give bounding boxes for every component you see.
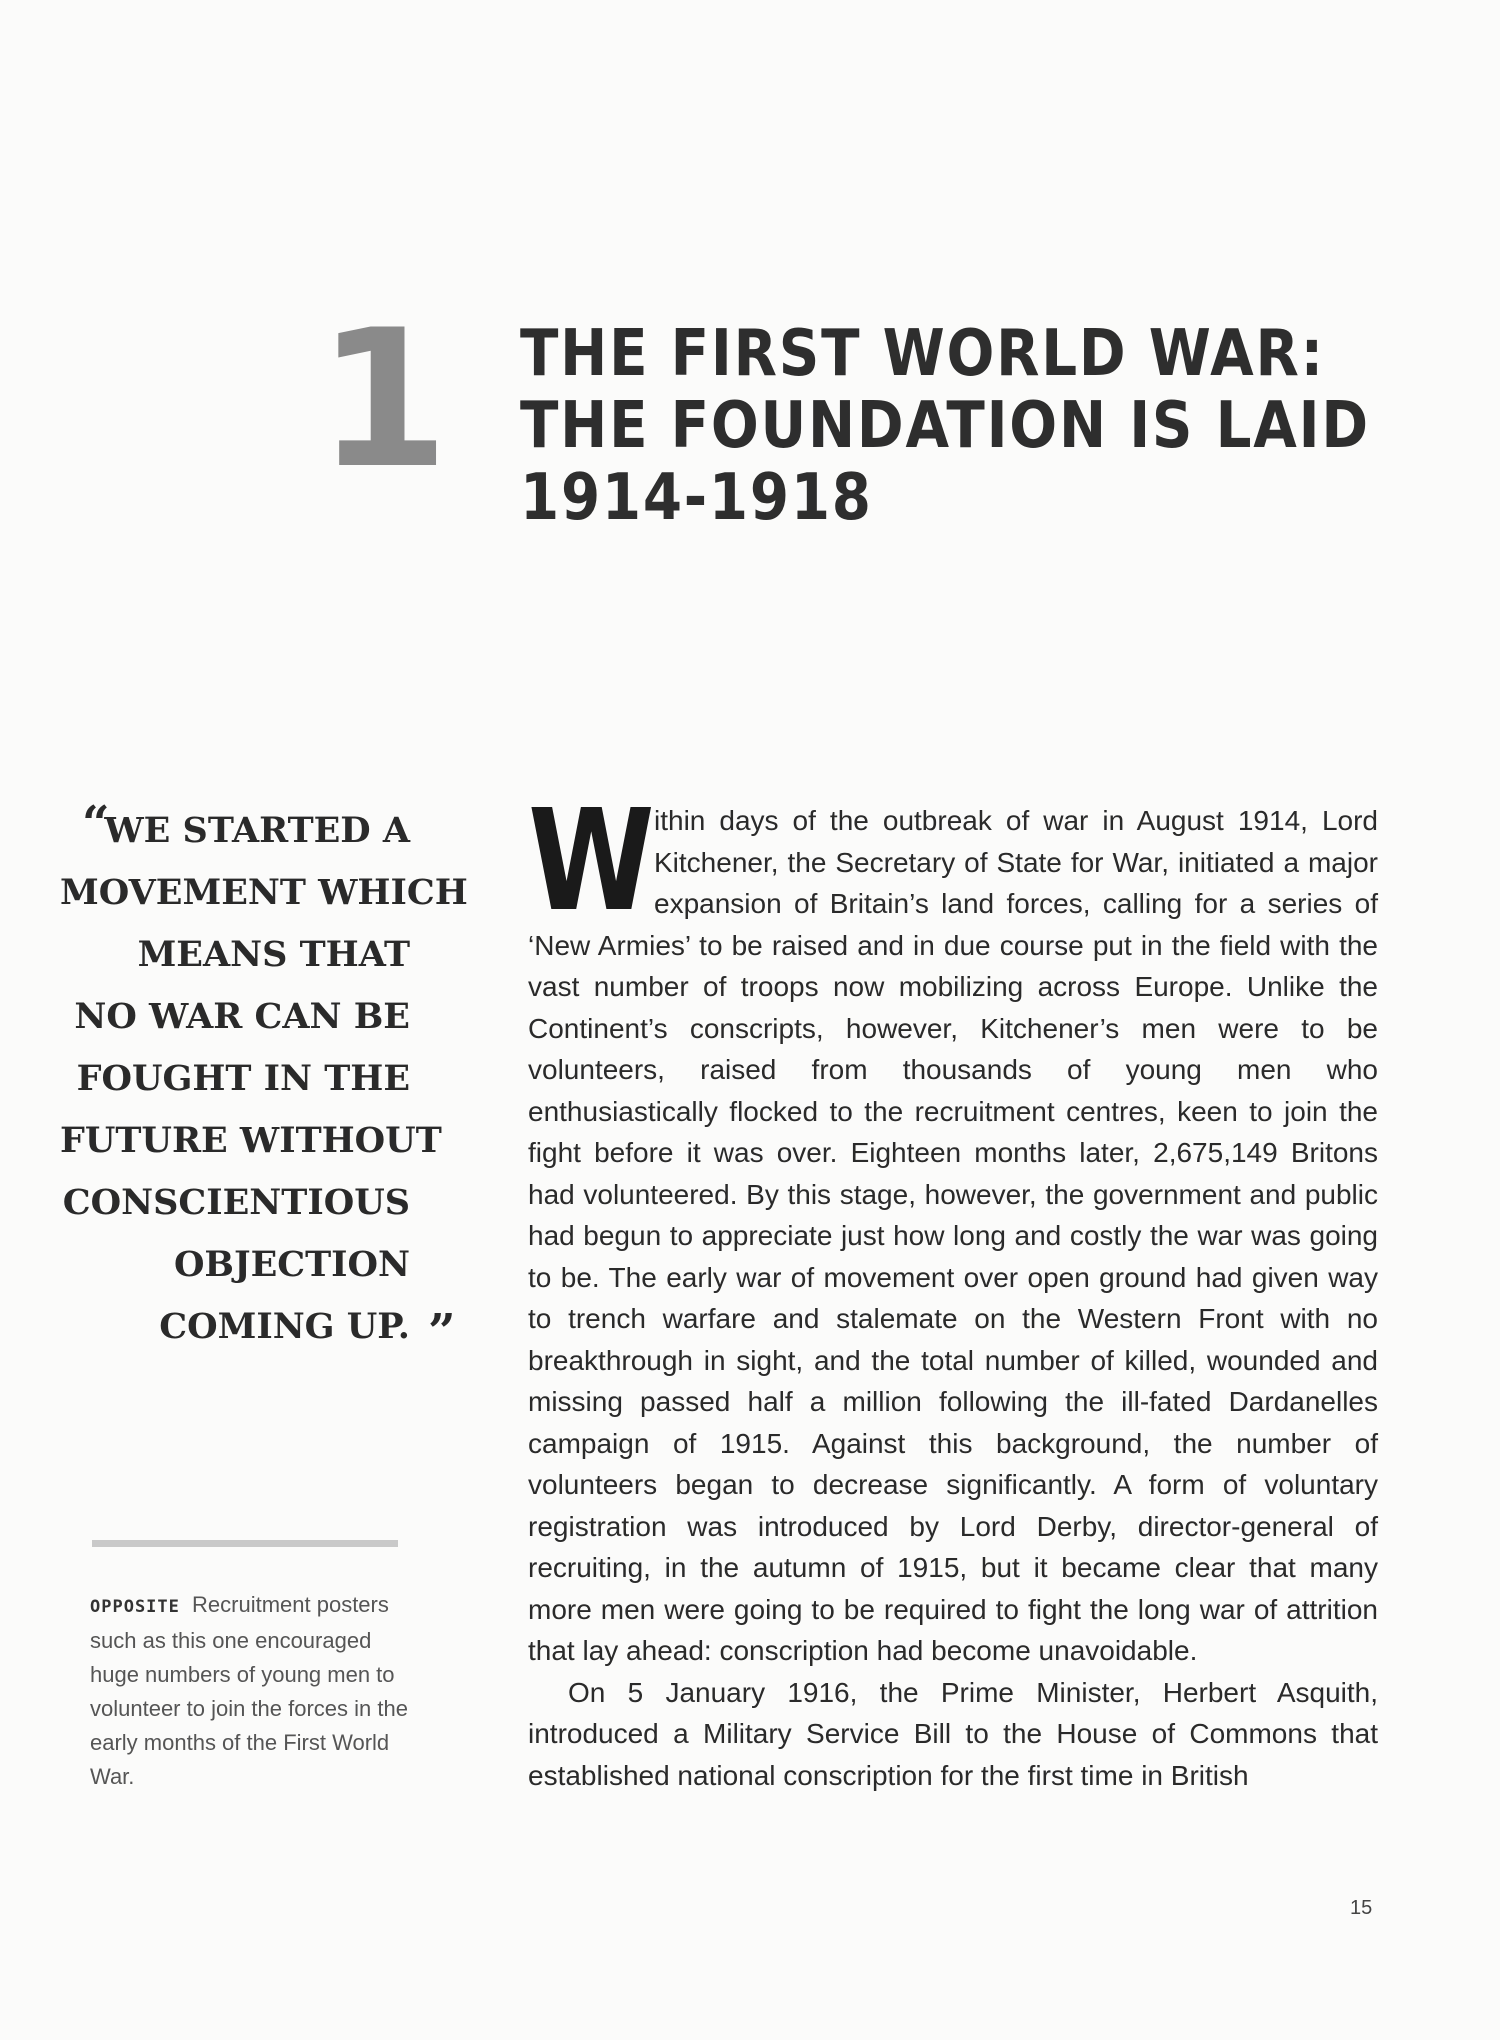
pull-quote-line: MEANS THAT bbox=[137, 934, 410, 975]
open-quote-mark: “ bbox=[82, 796, 110, 852]
caption-text: Recruitment posters such as this one encouraged huge numbers of young men to volunteer to join the forces in the early months of the First World War. bbox=[90, 1592, 408, 1789]
pull-quote-line: NO WAR CAN BE bbox=[74, 996, 410, 1037]
chapter-title-line: THE FOUNDATION IS LAID bbox=[520, 389, 1370, 463]
pull-quote-line: FUTURE WITHOUT bbox=[60, 1120, 442, 1161]
caption-label: OPPOSITE bbox=[90, 1597, 180, 1617]
body-paragraph bbox=[528, 780, 1378, 1672]
drop-cap: W bbox=[528, 780, 655, 943]
pull-quote bbox=[60, 796, 468, 1358]
pull-quote-line: MOVEMENT WHICH bbox=[60, 872, 468, 913]
pull-quote-line: WE STARTED A bbox=[104, 810, 410, 851]
caption-divider bbox=[92, 1540, 398, 1547]
pull-quote-line: FOUGHT IN THE bbox=[76, 1058, 410, 1099]
chapter-title-line: THE FIRST WORLD WAR: bbox=[520, 317, 1325, 391]
body-paragraph: On 5 January 1916, the Prime Minister, Herbert Asquith, introduced a Military Service Bill to the House of Commons that established national conscription for the first time in British bbox=[528, 1676, 1378, 1791]
body-text bbox=[528, 780, 1378, 1796]
pull-quote-line: COMING UP. bbox=[159, 1306, 410, 1347]
chapter-title-line: 1914-1918 bbox=[520, 461, 873, 535]
pull-quote-line: OBJECTION bbox=[173, 1244, 410, 1285]
chapter-number: 1 bbox=[316, 289, 450, 510]
pull-quote-line: CONSCIENTIOUS bbox=[62, 1182, 410, 1223]
close-quote-mark: ” bbox=[428, 1304, 456, 1360]
page-number: 15 bbox=[1350, 1897, 1373, 1919]
paragraph-text: ithin days of the outbreak of war in August 1914, Lord Kitchener, the Secretary of State for War, initiated a major expansion of Britain’s land forces, calling for a series of ‘New Armies’ to be raised and in due course put in the field with the vast number of troops now mobilizing across Europe. Unlike the Continent’s conscripts, however, Kitchener’s men were to be volunteers, raised from thousands of young men who enthusiastically flocked to the recruitment centres, keen to join the fight before it was over. Eighteen months later, 2,675,149 Britons had volunteered. By this stage, however, the government and public had begun to appreciate just how long and costly the war was going to be. The early war of movement over open ground had given way to trench warfare and stalemate on the Western Front with no breakthrough in sight, and the total number of killed, wounded and missing passed half a million following the ill-fated Dardanelles campaign of 1915. Against this background, the number of volunteers began to decrease significantly. A form of voluntary registration was introduced by Lord Derby, director-general of recruiting, in the autumn of 1915, but it became clear that many more men were going to be required to fight the long war of attrition that lay ahead: conscription had become unavoidable. bbox=[528, 805, 1378, 1666]
chapter-title bbox=[520, 317, 1370, 535]
image-caption bbox=[90, 1588, 420, 1794]
